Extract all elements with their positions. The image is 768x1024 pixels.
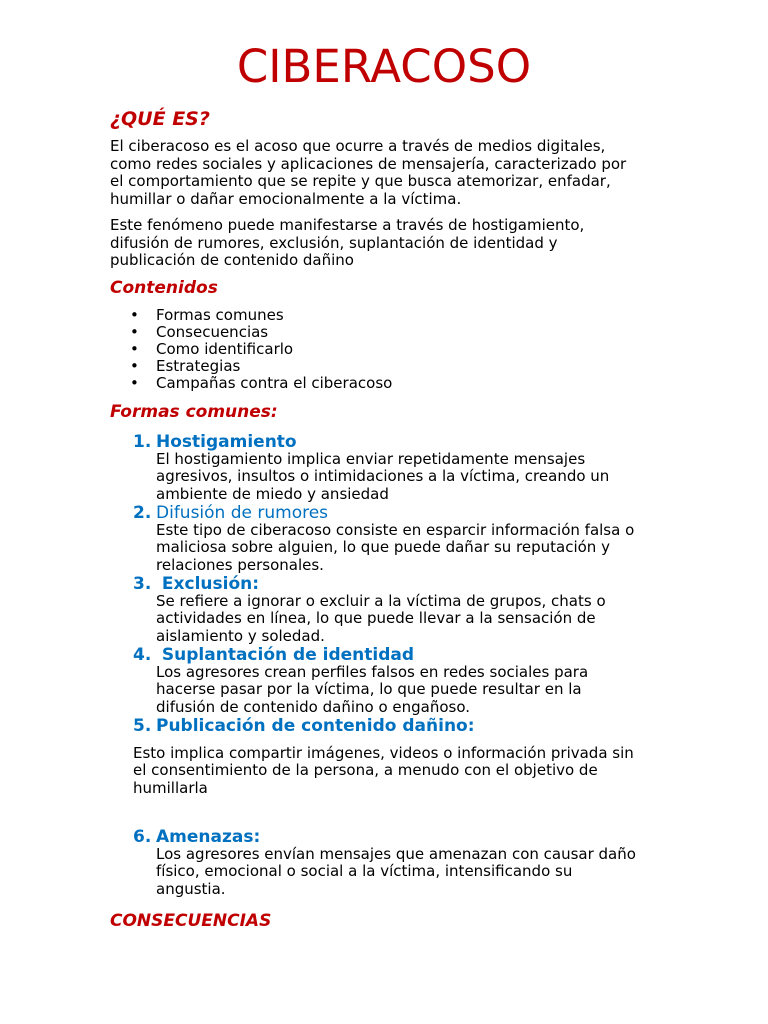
list-item: [110, 307, 392, 324]
text-line: El hostigamiento implica enviar repetidamente mensajes: [156, 450, 586, 468]
text-line: publicación de contenido dañino: [110, 251, 354, 269]
list-item-label: Consecuencias: [156, 323, 269, 341]
item-title: Suplantación de identidad: [156, 645, 415, 665]
text-line: Este fenómeno puede manifestarse a través de hostigamiento,: [110, 216, 585, 234]
text-line: Esto implica compartir imágenes, videos o información privada sin: [133, 744, 634, 762]
text-line: Los agresores crean perfiles falsos en redes sociales para: [156, 663, 589, 681]
item-number: 6.: [133, 827, 152, 847]
text-line: actividades en línea, lo que puede llevar a la sensación de: [156, 609, 596, 628]
item-number: 5.: [133, 716, 152, 736]
item-title: Publicación de contenido dañino:: [156, 716, 475, 736]
form-item-title: [133, 503, 328, 523]
form-item-title: [133, 716, 475, 736]
item-number: 1.: [133, 432, 152, 452]
bullet-icon: •: [130, 340, 139, 358]
text-line: Se refiere a ignorar o excluir a la víctima de grupos, chats o: [156, 592, 606, 610]
text-line: angustia.: [156, 879, 226, 898]
list-item: [110, 358, 392, 375]
heading-contenidos: Contenidos: [110, 278, 218, 298]
text-line: Los agresores envían mensajes que amenazan con causar daño: [156, 845, 636, 863]
bullet-icon: •: [130, 357, 139, 375]
item-title: Exclusión:: [156, 574, 260, 594]
text-line: el consentimiento de la persona, a menudo con el objetivo de: [133, 761, 598, 780]
form-item-description: [156, 593, 666, 645]
paragraph-definition: [110, 138, 670, 208]
form-item-description: [133, 745, 673, 797]
text-line: humillarla: [133, 778, 208, 797]
form-item-description: [156, 846, 666, 898]
list-item: [110, 341, 392, 358]
text-line: físico, emocional o social a la víctima, intensificando su: [156, 862, 573, 881]
bullet-icon: •: [130, 374, 139, 392]
heading-formas-comunes: Formas comunes:: [110, 402, 278, 422]
text-line: aislamiento y soledad.: [156, 626, 325, 645]
item-title: Amenazas:: [156, 827, 261, 847]
list-item-label: Campañas contra el ciberacoso: [156, 374, 393, 392]
form-item-title: [133, 432, 297, 452]
text-line: difusión de rumores, exclusión, suplantación de identidad y: [110, 233, 558, 252]
item-title: Hostigamiento: [156, 432, 297, 452]
list-item: [110, 375, 392, 392]
item-number: 3.: [133, 574, 152, 594]
text-line: Este tipo de ciberacoso consiste en esparcir información falsa o: [156, 521, 635, 539]
text-line: difusión de contenido dañino o engañoso.: [156, 697, 471, 716]
text-line: agresivos, insultos o intimidaciones a la víctima, creando un: [156, 467, 610, 486]
list-item-label: Como identificarlo: [156, 340, 294, 358]
text-line: ambiente de miedo y ansiedad: [156, 484, 389, 503]
bullet-icon: •: [130, 323, 139, 341]
list-item: [110, 324, 392, 341]
text-line: relaciones personales.: [156, 555, 324, 574]
contents-list: [110, 307, 392, 392]
text-line: humillar o dañar emocionalmente a la víctima.: [110, 189, 462, 208]
item-number: 2.: [133, 503, 152, 523]
form-item-title: [133, 645, 414, 665]
item-number: 4.: [133, 645, 152, 665]
list-item-label: Formas comunes: [156, 306, 284, 324]
form-item-title: [133, 574, 259, 594]
form-item-title: [133, 827, 260, 847]
bullet-icon: •: [130, 306, 139, 324]
form-item-description: [156, 522, 666, 574]
form-item-description: [156, 664, 666, 716]
heading-consecuencias: CONSECUENCIAS: [110, 911, 272, 931]
page-title: CIBERACOSO: [236, 40, 532, 93]
text-line: hacerse pasar por la víctima, lo que puede resultar en la: [156, 680, 582, 699]
paragraph-manifestation: [110, 217, 670, 270]
text-line: como redes sociales y aplicaciones de mensajería, caracterizado por: [110, 154, 627, 173]
heading-que-es: ¿QUÉ ES?: [110, 108, 210, 130]
list-item-label: Estrategias: [156, 357, 241, 375]
form-item-description: [156, 451, 666, 503]
text-line: el comportamiento que se repite y que busca atemorizar, enfadar,: [110, 172, 611, 190]
text-line: maliciosa sobre alguien, lo que puede dañar su reputación y: [156, 538, 610, 557]
text-line: El ciberacoso es el acoso que ocurre a través de medios digitales,: [110, 137, 606, 155]
item-title: Difusión de rumores: [156, 503, 329, 523]
